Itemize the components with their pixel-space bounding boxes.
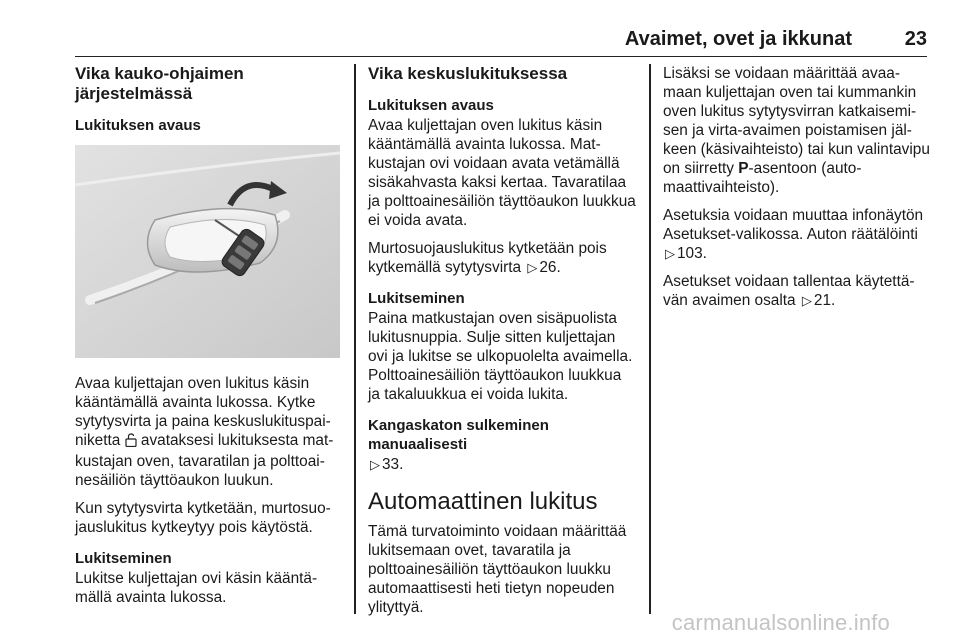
paragraph: Avaa kuljettajan oven lukitus käsin kääntämällä avainta lukossa. Kytke sytytysvirta ja paina keskuslukituspainiketta avataksesi lukituksesta matkustajan oven, tavaratilan ja polttoainesäiliön täyttöaukon luukun. [75,375,334,489]
subheading: Lukitseminen [368,290,465,307]
page-reference-link[interactable]: 21. [813,292,836,309]
door-handle-illustration [75,145,340,358]
section-heading: Vika keskuslukituksessa [368,64,568,83]
gear-position-p: P [738,160,749,177]
paragraph: Avaa kuljettajan oven lukitus käsin kääntämällä avainta lukossa. Matkustajan ovi voidaan avata vetämällä sisäkahvasta kaksi kertaa. Tavaratilaa ja polttoainesäiliön täyttöaukon luukkua ei voida avata. [368,117,636,229]
paragraph: Asetukset voidaan tallentaa käytettävän avaimen osalta ▷ 21. [663,273,915,309]
column-2 [368,64,636,626]
unlocked-padlock-icon [125,433,137,452]
paragraph: Kun sytytysvirta kytketään, murtosuojauslukitus kytkeytyy pois käytöstä. [75,500,331,536]
triangle-right-outline-icon: ▷ [370,457,380,472]
paragraph: Paina matkustajan oven sisäpuolista lukitusnuppia. Sulje sitten kuljettajan ovi ja lukitse se ulkopuolelta avaimella. Polttoainesäiliön täyttöaukon luukkua ja takaluukkua ei voida lukita. [368,310,633,403]
key-door-handle-illustration [75,145,340,358]
paragraph: Tämä turvatoiminto voidaan määrittää lukitsemaan ovet, tavaratila ja polttoainesäiliön täyttöaukon luukku automaattisesti heti tietyn nopeuden ylityttyä. [368,523,627,616]
page-reference-link[interactable]: 103. [677,245,707,262]
column-divider [649,64,651,614]
subheading: Lukituksen avaus [368,97,494,114]
column-divider [354,64,356,614]
paragraph: Lukitse kuljettajan ovi käsin kääntämällä avainta lukossa. [75,570,318,606]
page-reference-link[interactable]: 33. [382,456,404,473]
triangle-right-outline-icon: ▷ [527,260,538,275]
section-heading: Vika kauko-ohjaimen järjestelmässä [75,64,244,103]
subheading: Lukitseminen [75,550,172,567]
subheading: Kangaskaton sulkeminen manuaalisesti [368,417,549,453]
column-3 [663,64,933,319]
paragraph: Asetuksia voidaan muuttaa infonäytön Asetukset-valikossa. Auton räätälöinti ▷ 103. [663,207,924,262]
section-heading-large: Automaattinen lukitus [368,488,598,515]
paragraph [368,455,636,474]
page-header [75,26,927,57]
watermark: carmanualsonline.info [671,610,890,635]
page-reference-link[interactable]: 26. [539,259,561,276]
paragraph: Murtosuojauslukitus kytketään pois kytkemällä sytytysvirta ▷ 26. [368,240,607,276]
triangle-right-outline-icon: ▷ [665,246,675,261]
column-1 [75,64,345,616]
paragraph: Lisäksi se voidaan määrittää avaamaan kuljettajan oven tai kummankin oven lukitus sytytysvirran katkaisemisen ja virta-avaimen poistamisen jälkeen (käsivaihteisto) tai kun valintavipu on siirretty P-asentoon (automaattivaihteisto). [663,65,930,196]
subheading: Lukituksen avaus [75,117,201,134]
triangle-right-outline-icon: ▷ [801,293,812,308]
page-number: 23 [904,28,927,50]
running-title: Avaimet, ovet ja ikkunat [624,28,852,50]
